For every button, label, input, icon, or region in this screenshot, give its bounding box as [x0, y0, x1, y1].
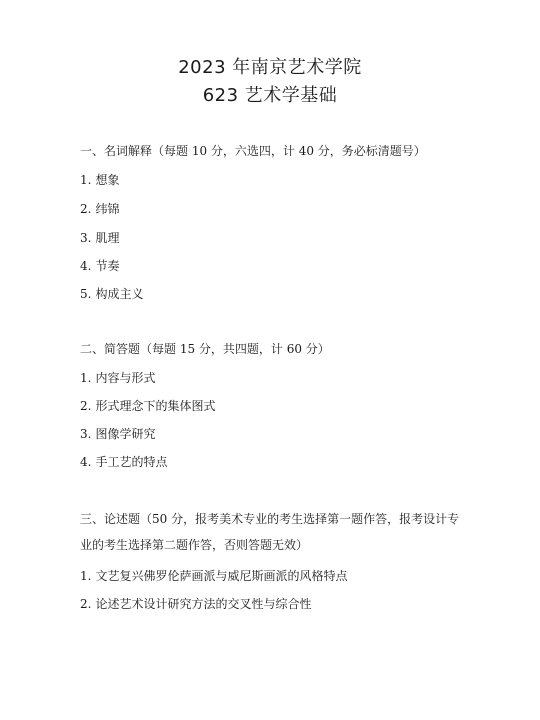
- list-item: [80, 368, 480, 388]
- list-item: [80, 396, 480, 416]
- item-text: 形式理念下的集体图式: [95, 399, 216, 413]
- list-item: [80, 452, 480, 472]
- item-text: 内容与形式: [95, 371, 156, 385]
- item-number: 1.: [80, 173, 92, 187]
- item-text: 文艺复兴佛罗伦萨画派与威尼斯画派的风格特点: [95, 569, 348, 583]
- page-subtitle: 623 艺术学基础: [202, 85, 338, 106]
- item-text: 图像学研究: [95, 427, 156, 441]
- item-number: 1.: [80, 371, 92, 385]
- item-number: 3.: [80, 427, 92, 441]
- item-text: 想象: [95, 173, 120, 187]
- item-text: 肌理: [95, 231, 120, 245]
- section-heading: 三、论述题（50 分，报考美术专业的考生选择第一题作答，报考设计专业的考生选择第二题作答，否则答题无效）: [80, 512, 460, 552]
- list-item: [80, 424, 480, 444]
- item-number: 1.: [80, 569, 92, 583]
- list-item: [80, 170, 480, 190]
- item-number: 4.: [80, 259, 92, 273]
- item-number: 2.: [80, 597, 92, 611]
- item-number: 2.: [80, 399, 92, 413]
- section-heading: 二、简答题（每题 15 分，共四题，计 60 分）: [80, 342, 330, 356]
- item-number: 5.: [80, 287, 92, 301]
- list-item: [80, 199, 480, 219]
- item-text: 论述艺术设计研究方法的交叉性与综合性: [95, 597, 312, 611]
- item-text: 手工艺的特点: [95, 455, 168, 469]
- item-text: 纬锦: [95, 202, 120, 216]
- item-text: 构成主义: [95, 287, 144, 301]
- list-item: [80, 256, 480, 276]
- section-heading: 一、名词解释（每题 10 分，六选四，计 40 分，务必标清题号）: [80, 144, 426, 158]
- item-number: 2.: [80, 202, 92, 216]
- page-title: 2023 年南京艺术学院: [178, 57, 362, 78]
- list-item: [80, 566, 480, 586]
- item-number: 4.: [80, 455, 92, 469]
- list-item: [80, 284, 480, 304]
- list-item: [80, 228, 480, 248]
- item-number: 3.: [80, 231, 92, 245]
- list-item: [80, 594, 480, 614]
- item-text: 节奏: [95, 259, 120, 273]
